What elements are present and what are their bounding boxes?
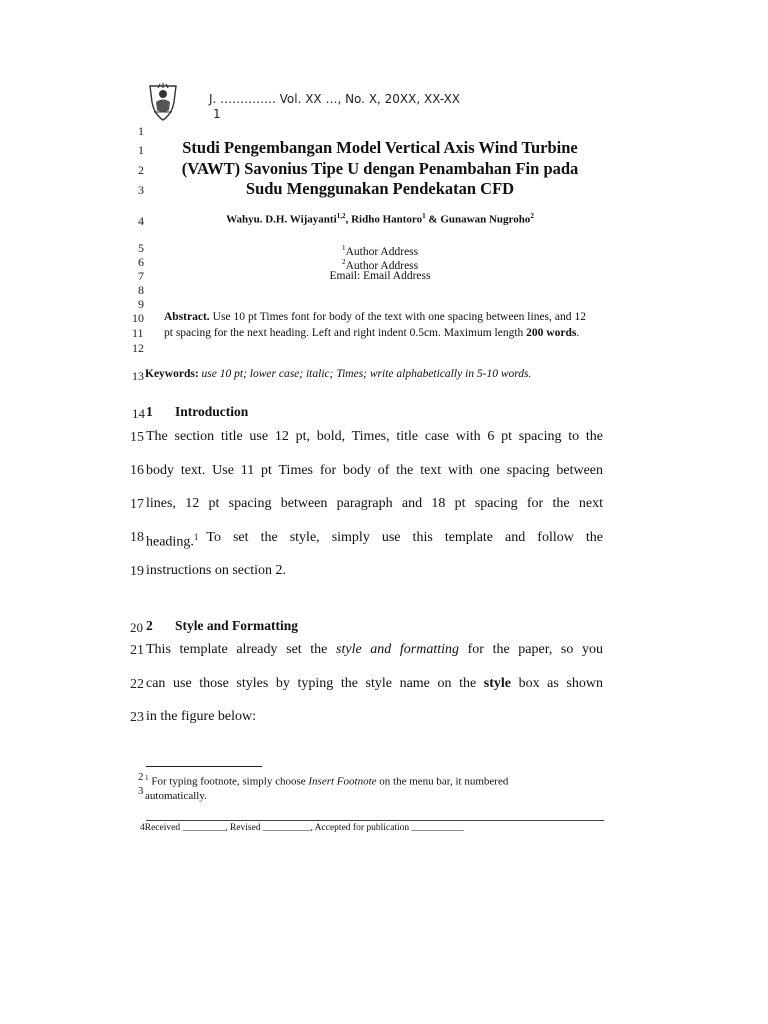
line-number: 4 [140, 823, 145, 833]
journal-line: J. ………….. Vol. XX …, No. X, 20XX, XX-XX [209, 92, 461, 106]
line-number: 6 [138, 255, 144, 269]
line-number: 2 [138, 771, 144, 783]
section-title: Style and Formatting [175, 618, 298, 633]
line-number: 11 [132, 326, 144, 340]
author-separator: & [425, 213, 441, 226]
body-text: This template already set the [146, 642, 337, 657]
title-line-3: Sudu Menggunakan Pendekatan CFD [245, 179, 515, 198]
footnote [145, 771, 508, 803]
author-separator: , [345, 213, 352, 226]
line-number: 14 [132, 406, 145, 421]
received-text: Received _________, Revised __________, Accepted for publication ___________ [144, 823, 464, 833]
title-line-2: (VAWT) Savonius Tipe U dengan Penambahan Fin pada [181, 158, 579, 178]
body-line: The section title use 12 pt, bold, Times, title case with 6 pt spacing to the [146, 429, 603, 444]
line-number: 7 [138, 269, 144, 283]
body-line-start [146, 521, 198, 555]
line-number: 21 [130, 643, 144, 658]
line-number: 22 [130, 677, 144, 692]
body-emphasis: style and formatting [336, 642, 460, 657]
section-number: 1 [146, 404, 153, 419]
abstract-text: Use 10 pt Times font for body of the text with one spacing between lines, and 12 pt spacing for the next heading. Left and right indent 0.5cm. Maximum length [164, 311, 586, 339]
body-line [146, 633, 603, 667]
line-number: 9 [138, 297, 144, 311]
institution-seal-logo [146, 80, 180, 122]
body-line: in the figure below: [146, 709, 257, 724]
author-name: Gunawan Nugroho [440, 213, 531, 226]
author-affiliation-mark: 2 [530, 212, 534, 220]
footnote-text: For typing footnote, simply choose [148, 775, 309, 788]
line-number: 1 [138, 124, 144, 138]
line-number: 18 [130, 530, 144, 545]
line-number: 20 [130, 620, 143, 635]
section-1-body [146, 420, 603, 588]
line-number: 2 [138, 163, 144, 177]
line-number: 15 [130, 430, 144, 445]
keywords-text: use 10 pt; lower case; italic; Times; write alphabetically in 5-10 words. [198, 368, 532, 380]
body-line: body text. Use 11 pt Times for body of the text with one spacing between [146, 462, 603, 478]
body-text: box as shown [511, 675, 603, 691]
affiliation-mark: 1 [341, 243, 346, 252]
line-number: 3 [138, 183, 144, 197]
footnote-text: on the menu bar, it numbered [376, 775, 509, 788]
footnote-ref: 1 [193, 531, 199, 542]
author-affiliation-mark: 1,2 [336, 212, 346, 220]
line-number: 4 [138, 214, 144, 228]
footnote-emphasis: Insert Footnote [308, 775, 377, 788]
line-number: 17 [130, 497, 144, 512]
abstract-end: . [576, 326, 580, 339]
abstract [164, 310, 586, 341]
line-number: 8 [138, 283, 144, 297]
paper-title [155, 138, 605, 200]
section-2-body [146, 633, 603, 734]
line-number: 10 [132, 311, 144, 325]
body-line: instructions on section 2. [146, 563, 286, 578]
title-line-1: Studi Pengembangan Model Vertical Axis Wind Turbine [182, 138, 578, 157]
body-strong: style [483, 675, 511, 691]
line-number: 13 [132, 369, 144, 383]
affiliation-text: Author Address [345, 259, 419, 272]
abstract-label: Abstract. [164, 311, 210, 323]
body-line [146, 667, 603, 701]
author-name: Ridho Hantoro [351, 213, 423, 226]
journal-header [209, 92, 460, 122]
line-number: 12 [132, 341, 144, 355]
received-dates [140, 823, 464, 833]
email-line: Email: Email Address [329, 270, 431, 282]
page-number: 1 [213, 107, 221, 121]
line-number: 23 [130, 710, 144, 725]
line-number: 19 [130, 564, 144, 579]
line-number: 5 [138, 241, 144, 255]
author-list [155, 212, 605, 226]
body-text: heading. [146, 534, 194, 550]
author-name: Wahyu. D.H. Wijayanti [226, 213, 337, 226]
body-text: To set the style, simply use this template and follow the [206, 529, 603, 545]
author-affiliation-mark: 1 [422, 212, 426, 220]
footnote-line: automatically. [145, 789, 207, 802]
body-text: for the paper, so you [459, 642, 603, 657]
body-line [146, 521, 603, 555]
footnote-separator [146, 766, 262, 767]
footnote-line [145, 771, 508, 789]
body-text: can use those styles by typing the style name on the [146, 675, 484, 691]
line-number: 3 [138, 785, 144, 797]
keywords-label: Keywords: [145, 368, 199, 380]
body-line: lines, 12 pt spacing between paragraph and 18 pt spacing for the next [146, 496, 603, 511]
section-number: 2 [146, 618, 153, 633]
affiliation-mark: 2 [341, 257, 346, 266]
affiliation-text: Author Address [345, 245, 419, 258]
abstract-word-limit: 200 words [526, 326, 577, 339]
keywords [145, 368, 531, 380]
line-number: 16 [130, 463, 144, 478]
footnote-mark: 1 [145, 774, 149, 782]
received-separator [146, 820, 604, 821]
section-title: Introduction [175, 404, 249, 419]
line-number: 1 [138, 143, 144, 157]
